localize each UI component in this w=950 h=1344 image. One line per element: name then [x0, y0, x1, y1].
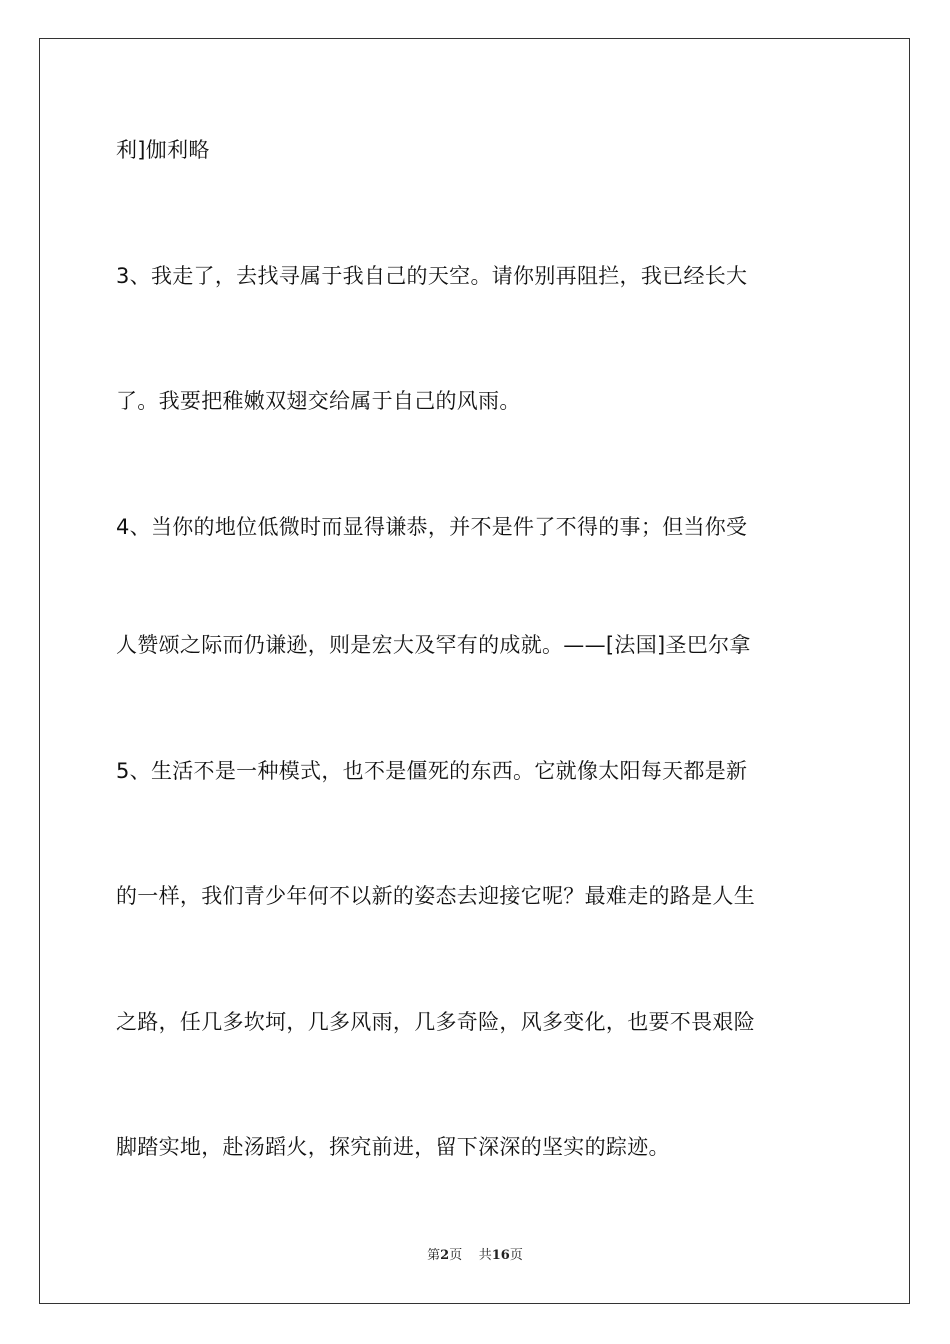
page-footer: [0, 1248, 950, 1264]
text-line: 4、当你的地位低微时而显得谦恭，并不是件了不得的事；但当你受: [116, 515, 748, 539]
total-prefix: 共: [478, 1248, 492, 1263]
page-unit: 页: [449, 1248, 463, 1263]
total-unit: 页: [509, 1248, 523, 1263]
text-line: 脚踏实地，赴汤蹈火，探究前进，留下深深的坚实的踪迹。: [116, 1135, 670, 1159]
text-line: 利]伽利略: [116, 138, 210, 162]
text-line: 了。我要把稚嫩双翅交给属于自己的风雨。: [116, 389, 521, 413]
text-line: 人赞颂之际而仍谦逊，则是宏大及罕有的成就。——[法国]圣巴尔拿: [116, 633, 751, 657]
current-page-number: 2: [440, 1248, 450, 1263]
page-border: [39, 38, 910, 1304]
page-prefix: 第: [427, 1248, 441, 1263]
text-line: 3、我走了，去找寻属于我自己的天空。请你别再阻拦，我已经长大: [116, 264, 748, 288]
total-page-number: 16: [491, 1248, 510, 1263]
text-line: 的一样，我们青少年何不以新的姿态去迎接它呢？最难走的路是人生: [116, 884, 755, 908]
text-line: 5、生活不是一种模式，也不是僵死的东西。它就像太阳每天都是新: [116, 759, 748, 783]
text-line: 之路，任几多坎坷，几多风雨，几多奇险，风多变化，也要不畏艰险: [116, 1010, 755, 1034]
